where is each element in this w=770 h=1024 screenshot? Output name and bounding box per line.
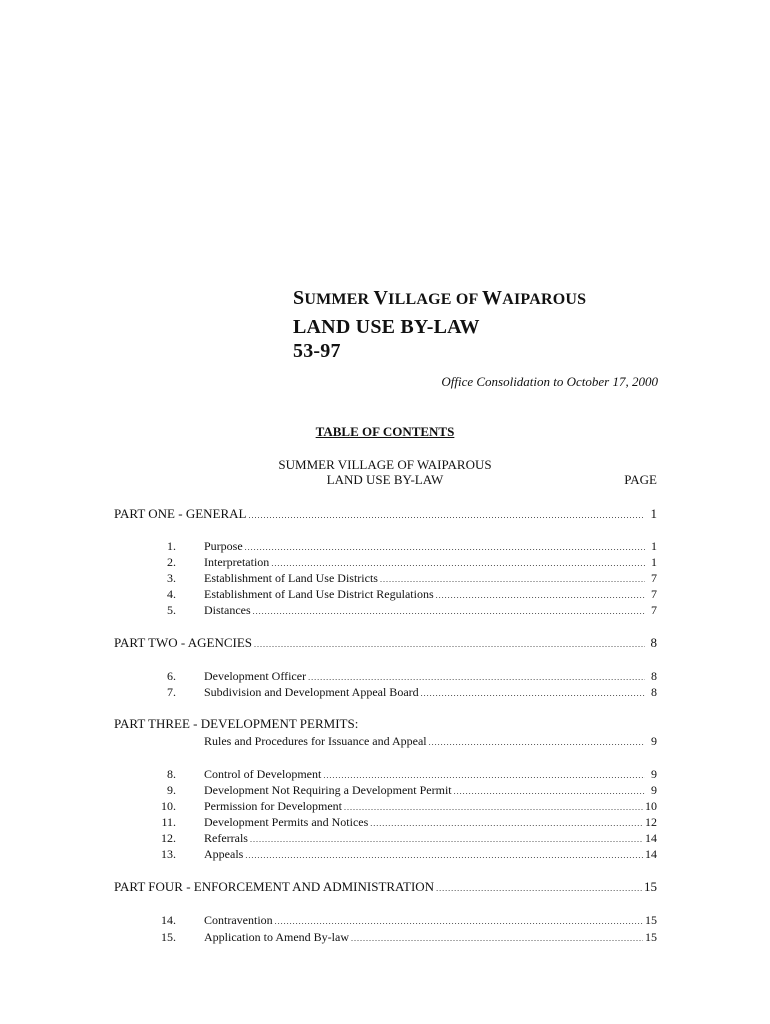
dot-leader bbox=[248, 508, 645, 524]
toc-page-column-label: PAGE bbox=[624, 472, 657, 487]
title-initial-w: W bbox=[482, 287, 503, 309]
toc-page-number: 8 bbox=[651, 685, 657, 699]
toc-page-number: 9 bbox=[651, 767, 657, 781]
toc-page-number: 8 bbox=[651, 669, 657, 683]
toc-item-number: 8. bbox=[167, 767, 176, 781]
toc-item-label: Distances bbox=[204, 603, 251, 617]
toc-part-label: PART ONE - GENERAL bbox=[114, 506, 247, 521]
toc-item-label: Contravention bbox=[204, 913, 273, 927]
title-initial-v: V bbox=[373, 287, 389, 309]
toc-page-number: 7 bbox=[651, 571, 657, 585]
toc-item-label: Permission for Development bbox=[204, 799, 342, 813]
toc-item-label: Development Not Requiring a Development Permit bbox=[204, 783, 452, 797]
toc-page-number: 15 bbox=[645, 930, 657, 944]
toc-item-label: Subdivision and Development Appeal Board bbox=[204, 685, 419, 699]
dot-leader bbox=[254, 637, 645, 653]
dot-leader bbox=[245, 848, 643, 864]
toc-item-number: 5. bbox=[167, 603, 176, 617]
toc-part-two[interactable] bbox=[114, 635, 657, 653]
toc-page-number: 15 bbox=[644, 879, 657, 894]
toc-item-number: 7. bbox=[167, 685, 176, 699]
title-initial-s: S bbox=[293, 287, 305, 309]
toc-item-label: Development Permits and Notices bbox=[204, 815, 369, 829]
toc-page-number: 7 bbox=[651, 603, 657, 617]
toc-item-number: 10. bbox=[161, 799, 176, 813]
toc-item-number: 3. bbox=[167, 571, 176, 585]
toc-item-label: Development Officer bbox=[204, 669, 307, 683]
dot-leader bbox=[275, 914, 643, 930]
bylaw-number: 53-97 bbox=[293, 340, 341, 362]
dot-leader bbox=[421, 686, 645, 702]
toc-part-sublabel: Rules and Procedures for Issuance and Appeal bbox=[204, 734, 427, 748]
title-fragment-aiparous: AIPAROUS bbox=[502, 291, 587, 308]
toc-item-number: 1. bbox=[167, 539, 176, 553]
toc-part-label: PART FOUR - ENFORCEMENT AND ADMINISTRATION bbox=[114, 879, 435, 894]
toc-item-label: Referrals bbox=[204, 831, 248, 845]
toc-page-number: 9 bbox=[651, 783, 657, 797]
toc-item-number: 12. bbox=[161, 831, 176, 845]
dot-leader bbox=[436, 881, 642, 897]
dot-leader bbox=[253, 604, 645, 620]
toc-page-number: 14 bbox=[645, 831, 657, 845]
consolidation-note: Office Consolidation to October 17, 2000 bbox=[441, 374, 658, 389]
document-title-line1 bbox=[293, 286, 586, 312]
toc-item-label: Establishment of Land Use District Regulations bbox=[204, 587, 434, 601]
toc-part-four[interactable] bbox=[114, 879, 657, 897]
toc-page-number: 8 bbox=[650, 635, 657, 650]
toc-subtitle-2: LAND USE BY-LAW bbox=[326, 472, 444, 487]
toc-item-label: Establishment of Land Use Districts bbox=[204, 571, 378, 585]
document-title-line2: LAND USE BY-LAW bbox=[293, 316, 480, 338]
toc-page-number: 1 bbox=[651, 555, 657, 569]
toc-item-appeal-board[interactable] bbox=[204, 684, 657, 702]
toc-item-number: 13. bbox=[161, 847, 176, 861]
toc-item-application-to-amend[interactable] bbox=[204, 929, 657, 947]
toc-item-label: Interpretation bbox=[204, 555, 270, 569]
toc-page-number: 10 bbox=[645, 799, 657, 813]
toc-item-label: Control of Development bbox=[204, 767, 322, 781]
toc-page-number: 1 bbox=[650, 506, 657, 521]
dot-leader bbox=[429, 735, 645, 751]
toc-item-number: 6. bbox=[167, 669, 176, 683]
dot-leader bbox=[351, 931, 643, 947]
toc-part-three[interactable] bbox=[204, 733, 657, 751]
toc-item-label: Application to Amend By-law bbox=[204, 930, 349, 944]
toc-item-number: 2. bbox=[167, 555, 176, 569]
toc-page-number: 9 bbox=[651, 734, 657, 748]
toc-item-number: 14. bbox=[161, 913, 176, 927]
toc-item-number: 4. bbox=[167, 587, 176, 601]
toc-page-number: 12 bbox=[645, 815, 657, 829]
toc-part-label: PART TWO - AGENCIES bbox=[114, 635, 253, 650]
title-fragment-illage: ILLAGE OF bbox=[388, 291, 483, 308]
toc-page-number: 15 bbox=[645, 913, 657, 927]
toc-item-label: Appeals bbox=[204, 847, 244, 861]
toc-item-distances[interactable] bbox=[204, 602, 657, 620]
toc-item-number: 11. bbox=[161, 815, 176, 829]
toc-page-number: 1 bbox=[651, 539, 657, 553]
toc-part-one[interactable] bbox=[114, 506, 657, 524]
toc-page-number: 14 bbox=[645, 847, 657, 861]
toc-item-label: Purpose bbox=[204, 539, 243, 553]
title-fragment-ummer: UMMER bbox=[304, 291, 374, 308]
toc-item-appeals[interactable] bbox=[204, 846, 657, 864]
toc-item-contravention[interactable] bbox=[204, 912, 657, 930]
toc-part-three-label: PART THREE - DEVELOPMENT PERMITS: bbox=[114, 716, 359, 731]
toc-item-number: 9. bbox=[167, 783, 176, 797]
toc-page-number: 7 bbox=[651, 587, 657, 601]
toc-heading: TABLE OF CONTENTS bbox=[315, 424, 455, 439]
toc-item-number: 15. bbox=[161, 930, 176, 944]
toc-subtitle-1: SUMMER VILLAGE OF WAIPAROUS bbox=[278, 457, 492, 472]
